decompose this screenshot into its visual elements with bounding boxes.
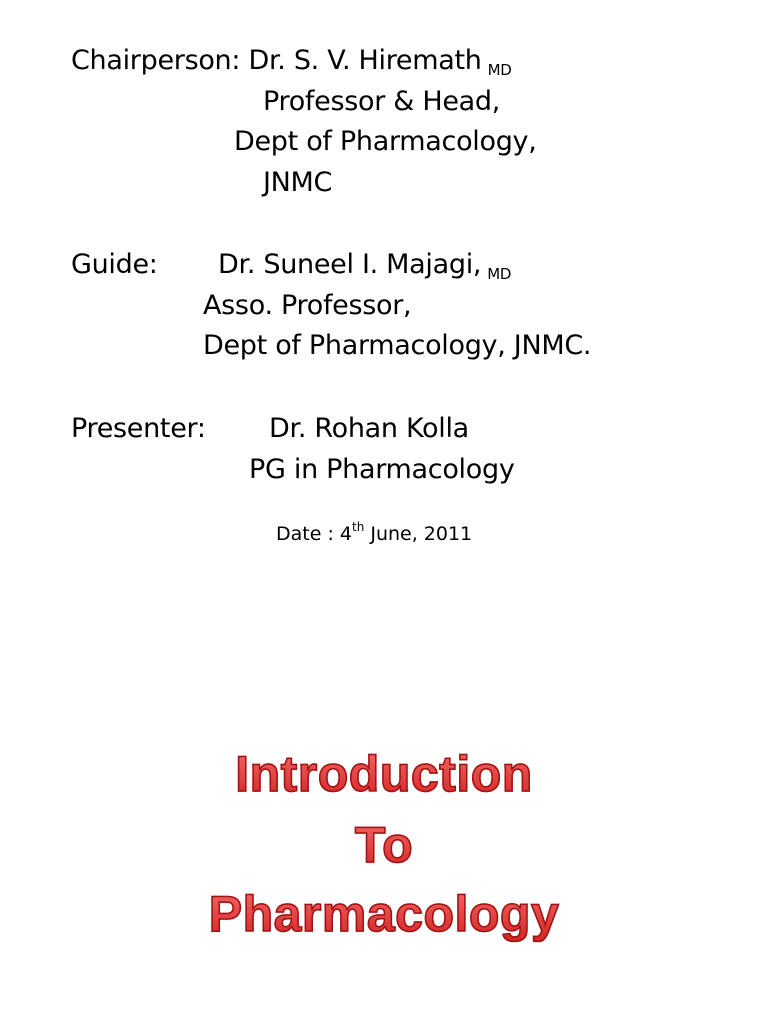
date-prefix: Date : 4 [276,523,352,545]
date-ordinal: th [351,520,365,534]
chairperson-title: Professor & Head, [263,86,501,117]
guide-title: Asso. Professor, [203,290,412,321]
chairperson-label: Chairperson: [71,45,241,76]
chairperson-line [71,45,511,86]
presentation-date [276,522,472,546]
guide-name: Dr. Suneel I. Majagi, [218,249,482,280]
guide-line [218,249,511,290]
presenter-name: Dr. Rohan Kolla [269,413,469,444]
presenter-label: Presenter: [71,413,206,444]
title-line-2: To [0,817,768,873]
title-line-1: Introduction [0,746,768,802]
chairperson-institution: JNMC [263,167,333,198]
guide-label: Guide: [71,249,158,280]
title-line-3: Pharmacology [0,886,768,942]
date-rest: June, 2011 [364,523,473,545]
guide-dept: Dept of Pharmacology, JNMC. [203,330,592,361]
chairperson-dept: Dept of Pharmacology, [234,126,537,157]
chairperson-name: Dr. S. V. Hiremath [248,45,482,76]
chairperson-degree: MD [487,61,512,79]
guide-degree: MD [487,265,512,283]
presenter-title: PG in Pharmacology [249,454,515,485]
